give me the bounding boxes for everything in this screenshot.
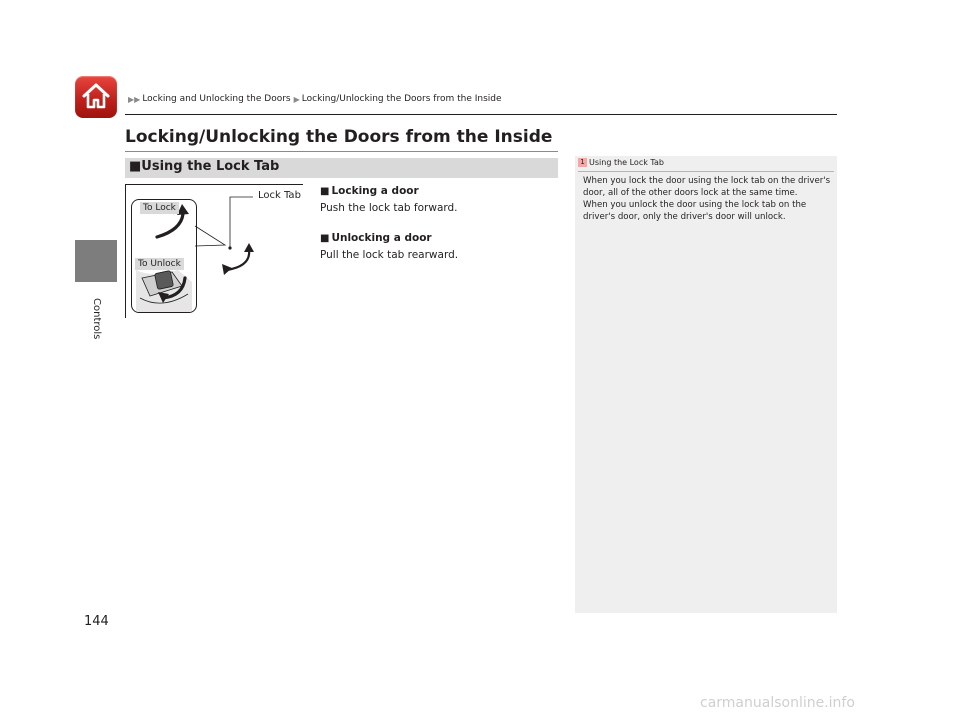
section-heading (129, 159, 279, 174)
home-icon (80, 80, 112, 112)
section-heading-text: Using the Lock Tab (141, 159, 280, 174)
chevron-right-icon: ▶▶ (128, 94, 141, 104)
side-note-divider (578, 171, 834, 172)
procedure-text: Push the lock tab forward. (320, 202, 458, 214)
procedure-heading (320, 230, 458, 247)
side-note-paragraph: When you unlock the door using the lock tab on the driver's door, only the driver's door will unlock. (583, 200, 807, 222)
note-reference-badge: 1 (578, 158, 587, 167)
page-title: Locking/Unlocking the Doors from the Inside (125, 127, 553, 147)
watermark: carmanualsonline.info (700, 695, 855, 711)
side-note-title-text: Using the Lock Tab (589, 158, 664, 167)
lock-tab-callout: Lock Tab (258, 190, 301, 201)
side-note-panel (575, 156, 837, 613)
procedure-marker: ■ (320, 233, 330, 244)
breadcrumb-item-current: Locking/Unlocking the Doors from the Inside (301, 94, 502, 104)
chevron-right-icon: ▶ (293, 94, 300, 104)
procedure-marker: ■ (320, 186, 330, 197)
breadcrumb (128, 94, 502, 104)
page-number: 144 (84, 614, 109, 629)
procedure-heading-text: Locking a door (331, 185, 419, 197)
to-lock-label: To Lock (140, 202, 179, 214)
procedure-heading-text: Unlocking a door (331, 232, 432, 244)
breadcrumb-item[interactable]: Locking and Unlocking the Doors (142, 94, 291, 104)
procedure-locking (320, 183, 458, 216)
header-divider (125, 114, 837, 115)
section-marker: ■ (129, 159, 142, 174)
side-note-body (583, 175, 833, 223)
procedure-heading (320, 183, 458, 200)
chapter-tab-label: Controls (91, 298, 102, 340)
title-divider (125, 151, 558, 152)
home-button[interactable] (75, 76, 117, 118)
side-note-paragraph: When you lock the door using the lock tab on the driver's door, all of the other doors lock at the same time. (583, 176, 831, 198)
procedure-text: Pull the lock tab rearward. (320, 249, 459, 261)
chapter-tab-marker[interactable] (75, 240, 117, 282)
side-note-title (578, 158, 664, 167)
to-unlock-label: To Unlock (135, 258, 184, 270)
procedure-list (320, 183, 458, 263)
procedure-unlocking (320, 230, 458, 263)
